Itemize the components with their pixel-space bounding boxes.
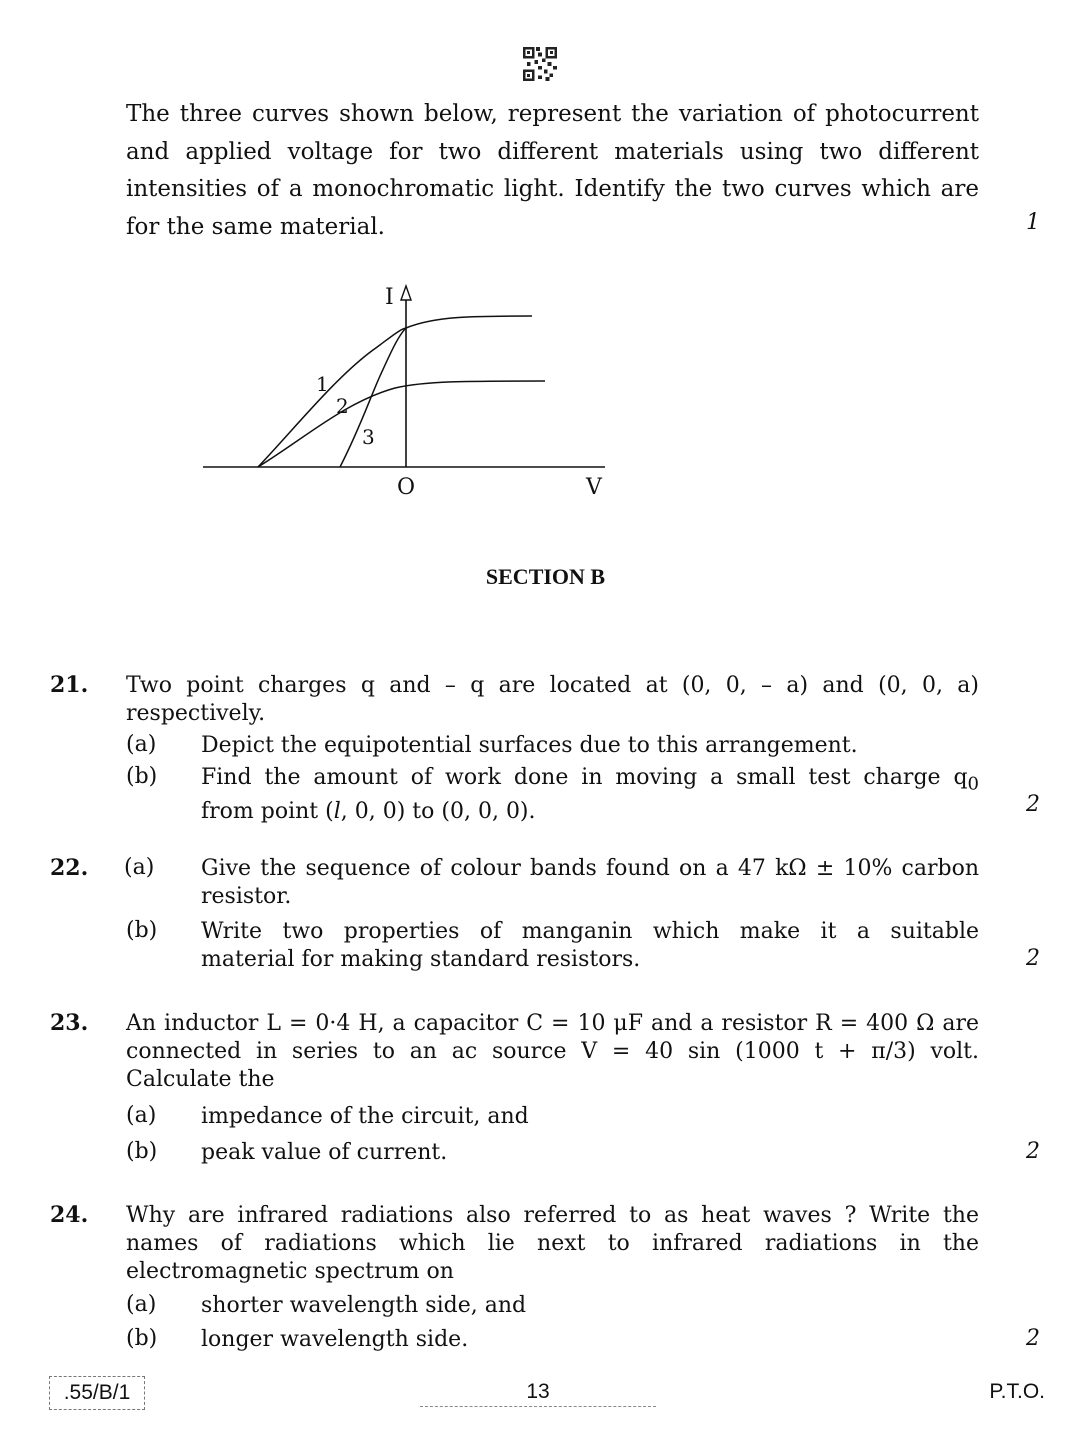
- stem-line: electromagnetic spectrum on: [126, 1259, 454, 1284]
- question-number: 24.: [50, 1202, 89, 1228]
- question-marks: 2: [1026, 946, 1040, 971]
- qr-code-icon: [522, 47, 558, 81]
- stem-line: names of radiations which lie next to infrared radiations in the: [126, 1231, 979, 1256]
- text-run: , 0, 0) to (0, 0, 0).: [340, 799, 536, 825]
- paper-code: .55/B/1: [49, 1376, 145, 1410]
- question-marks: 2: [1026, 1139, 1040, 1164]
- intro-line: and applied voltage for two different materials using two different: [126, 138, 979, 165]
- subpart-label: (b): [126, 1139, 158, 1164]
- text-run: from point (: [201, 799, 334, 825]
- subpart-label: (b): [126, 764, 158, 789]
- y-axis-arrow-icon: [401, 286, 411, 300]
- subpart-text: impedance of the circuit, and: [201, 1104, 529, 1129]
- intro-line: for the same material.: [126, 213, 385, 240]
- subpart-label: (b): [126, 1326, 158, 1351]
- photocurrent-graph: [195, 278, 615, 500]
- question-intro-text: [126, 96, 979, 246]
- stem-line: respectively.: [126, 701, 266, 726]
- question-marks: 2: [1026, 792, 1040, 817]
- page-number: 13: [420, 1380, 656, 1407]
- subpart-line: material for making standard resistors.: [201, 947, 641, 972]
- subpart-text: Depict the equipotential surfaces due to this arrangement.: [201, 733, 858, 758]
- curve-label-2: 2: [336, 394, 349, 418]
- subpart-label: (a): [126, 1292, 157, 1317]
- pto-label: P.T.O.: [989, 1380, 1045, 1403]
- subpart-line-text: Find the amount of work done in moving a small test charge q: [201, 765, 968, 790]
- question-number: 21.: [50, 672, 89, 698]
- question-number: 23.: [50, 1010, 89, 1036]
- subpart-text: [201, 855, 979, 911]
- math-var: l: [333, 799, 341, 825]
- question-21-stem: [126, 672, 979, 728]
- stem-line: Two point charges q and – q are located at (0, 0, – a) and (0, 0, a): [126, 673, 979, 698]
- origin-label: O: [397, 475, 416, 500]
- x-axis-label: V: [586, 475, 602, 500]
- stem-line: An inductor L = 0·4 H, a capacitor C = 10 μF and a resistor R = 400 Ω are: [126, 1011, 979, 1036]
- subpart-line: [201, 798, 979, 826]
- y-axis-label: I: [385, 285, 394, 310]
- subpart-text: peak value of current.: [201, 1140, 448, 1165]
- curve-2: [258, 381, 545, 467]
- subpart-text: [201, 764, 979, 826]
- subpart-label: (b): [126, 918, 158, 943]
- subpart-line: [201, 764, 979, 798]
- section-title: SECTION B: [485, 564, 606, 589]
- subpart-label: (a): [126, 732, 157, 757]
- subpart-text: longer wavelength side.: [201, 1327, 469, 1352]
- curve-label-3: 3: [362, 425, 375, 449]
- subpart-text: [201, 918, 979, 974]
- stem-line: connected in series to an ac source V = 40 sin (1000 t + π/3) volt.: [126, 1039, 979, 1064]
- question-marks: 2: [1026, 1326, 1040, 1351]
- subpart-text: shorter wavelength side, and: [201, 1293, 527, 1318]
- subpart-line: Write two properties of manganin which make it a suitable: [201, 919, 979, 944]
- stem-line: Calculate the: [126, 1067, 275, 1092]
- question-24-stem: [126, 1202, 979, 1286]
- question-number: 22.: [50, 855, 89, 881]
- curve-1: [258, 316, 532, 467]
- question-23-stem: [126, 1010, 979, 1094]
- intro-line: intensities of a monochromatic light. Identify the two curves which are: [126, 176, 979, 202]
- intro-marks: 1: [1026, 210, 1040, 235]
- subpart-label: (a): [124, 855, 155, 880]
- subscript: 0: [967, 773, 979, 795]
- subpart-label: (a): [126, 1103, 157, 1128]
- curve-label-1: 1: [316, 372, 329, 396]
- subpart-line: resistor.: [201, 884, 292, 909]
- subpart-line: Give the sequence of colour bands found on a 47 kΩ ± 10% carbon: [201, 856, 979, 881]
- stem-line: Why are infrared radiations also referred to as heat waves ? Write the: [126, 1203, 979, 1228]
- intro-line: The three curves shown below, represent the variation of photocurrent: [126, 101, 979, 127]
